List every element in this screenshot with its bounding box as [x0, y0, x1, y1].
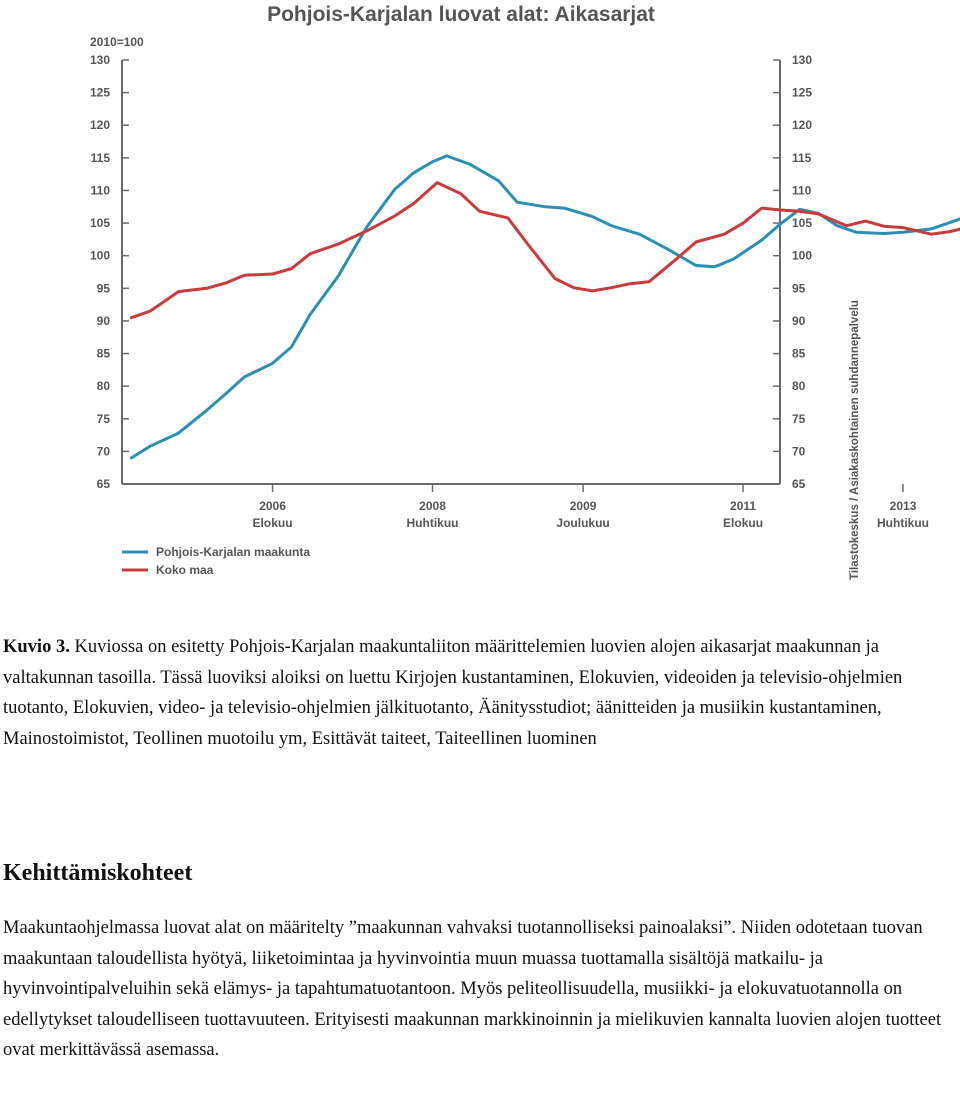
y-tick-label-right: 100: [792, 248, 813, 263]
body-paragraph: Maakuntaohjelmassa luovat alat on määritelty ”maakunnan vahvaksi tuotannolliseksi painoalaksi”. Niiden odotetaan tuovan maakuntaan taloudellista hyötyä, liiketoimintaa ja hyvinvointia muun muassa tuottamalla sisältöjä matkailu- ja hyvinvointipalveluihin sekä elämys- ja tapahtumatuotantoon. Myös peliteollisuudella, musiikki- ja elokuvatuotannolla on edellytykset taloudelliseen tuottavuuteen. Erityisesti maakunnan markkinoinnin ja mielikuvien kannalta luovien alojen tuotteet ovat merkittävässä asemassa.: [3, 918, 942, 1061]
x-tick-label-month: Huhtikuu: [406, 516, 459, 530]
x-tick-label-month: Joulukuu: [556, 516, 610, 530]
y-tick-label-right: 80: [792, 379, 806, 394]
series-lines: [131, 75, 960, 458]
source-label: Tilastokeskus / Asiakaskohtainen suhdannepalvelu: [849, 300, 861, 580]
y-tick-label-right: 95: [792, 281, 806, 296]
y-tick-label-left: 100: [89, 248, 110, 263]
caption-label: Kuvio 3.: [3, 637, 70, 657]
x-tick-label-year: 2008: [419, 499, 446, 513]
x-tick-label-year: 2006: [259, 499, 286, 513]
y-tick-label-left: 120: [89, 118, 110, 133]
y-tick-label-right: 85: [792, 346, 806, 361]
y-tick-label-left: 75: [96, 411, 110, 426]
y-tick-label-left: 70: [96, 444, 110, 459]
x-tick-label-year: 2011: [730, 499, 757, 513]
caption-text: Kuviossa on esitetty Pohjois-Karjalan maakuntaliiton määrittelemien luovien alojen aikasarjat maakunnan ja valtakunnan tasoilla. Tässä luoviksi aloiksi on luettu Kirjojen kustantaminen, Elokuvien, videoiden ja televisio-ohjelmien tuotanto, Elokuvien, video- ja televisio-ohjelmien jälkituotanto, Äänitysstudiot; äänitteiden ja musiikin kustantaminen, Mainostoimistot, Teollinen muotoilu ym, Esittävät taiteet, Taiteellinen luominen: [3, 637, 903, 749]
y-tick-label-left: 90: [96, 313, 110, 328]
x-tick-label-month: Elokuu: [723, 516, 764, 530]
y-tick-label-right: 105: [792, 216, 813, 231]
x-tick-label-month: Elokuu: [252, 516, 293, 530]
y-tick-label-left: 105: [89, 216, 110, 231]
y-axis-unit-label: 2010=100: [90, 35, 144, 49]
legend-label: Pohjois-Karjalan maakunta: [156, 545, 311, 559]
y-tick-label-right: 75: [792, 411, 806, 426]
series-line-koko-maa: [131, 183, 960, 318]
y-tick-label-left: 80: [96, 379, 110, 394]
y-tick-label-right: 115: [792, 150, 812, 165]
y-tick-label-left: 130: [89, 53, 110, 67]
figure-caption: [3, 632, 958, 754]
section-heading: Kehittämiskohteet: [3, 860, 193, 886]
y-tick-label-right: 65: [792, 477, 806, 491]
y-tick-label-right: 70: [792, 444, 806, 459]
y-tick-label-right: 120: [792, 118, 813, 133]
y-tick-label-left: 85: [96, 346, 110, 361]
legend-label: Koko maa: [156, 563, 214, 577]
y-tick-label-left: 65: [96, 477, 110, 491]
x-tick-label-year: 2013: [889, 499, 917, 513]
y-tick-label-left: 110: [90, 183, 110, 198]
chart-title: Pohjois-Karjalan luovat alat: Aikasarjat: [267, 3, 655, 26]
axes: [90, 53, 960, 530]
legend: [122, 545, 310, 577]
y-tick-label-right: 130: [792, 53, 813, 67]
y-tick-label-left: 115: [90, 150, 110, 165]
y-tick-label-right: 110: [792, 183, 812, 198]
y-tick-label-left: 95: [96, 281, 110, 296]
x-tick-label-month: Huhtikuu: [877, 516, 930, 530]
y-tick-label-left: 125: [89, 85, 110, 100]
y-tick-label-right: 90: [792, 313, 806, 328]
x-tick-label-year: 2009: [569, 499, 597, 513]
y-tick-label-right: 125: [792, 85, 813, 100]
